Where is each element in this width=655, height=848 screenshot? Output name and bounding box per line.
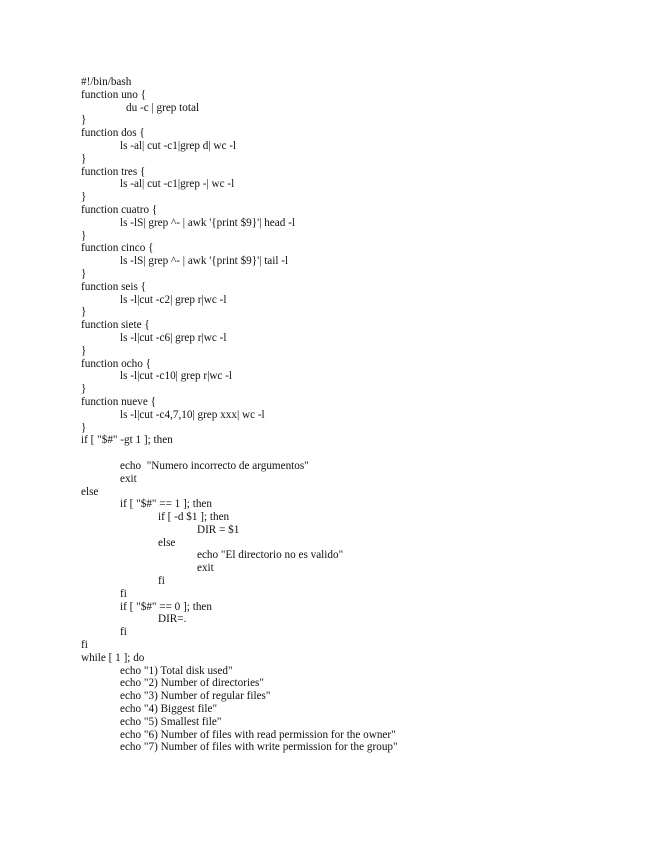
code-line: echo "5) Smallest file" — [120, 715, 222, 728]
code-line: ls -l|cut -c6| grep r|wc -l — [120, 331, 227, 344]
code-line: else — [158, 536, 176, 549]
code-line: ls -al| cut -c1|grep d| wc -l — [120, 139, 237, 152]
code-line: echo "7) Number of files with write permission for the group" — [120, 741, 398, 754]
code-line: echo "6) Number of files with read permission for the owner" — [120, 728, 396, 741]
code-line: du -c | grep total — [126, 101, 200, 114]
code-line: fi — [81, 639, 88, 652]
code-line: ls -l|cut -c4,7,10| grep xxx| wc -l — [120, 408, 265, 421]
code-line: function siete { — [81, 319, 150, 332]
code-line: echo "El directorio no es valido" — [197, 549, 344, 562]
code-line: echo "1) Total disk used" — [120, 664, 233, 677]
bash-script-listing — [81, 76, 398, 754]
code-line: function cuatro { — [81, 203, 158, 216]
code-line: function dos { — [81, 127, 145, 140]
code-line: } — [81, 267, 87, 280]
code-line: } — [81, 306, 87, 319]
code-line: function seis { — [81, 280, 147, 293]
code-line: fi — [120, 626, 127, 639]
code-line: function nueve { — [81, 395, 156, 408]
code-line: exit — [120, 472, 137, 485]
code-line: if [ -d $1 ]; then — [158, 511, 230, 524]
code-line: } — [81, 229, 87, 242]
code-line: } — [81, 191, 87, 204]
code-line: ls -lS| grep ^- | awk '{print $9}'| head -l — [120, 216, 295, 229]
code-line: } — [81, 383, 87, 396]
code-line: fi — [120, 587, 127, 600]
code-line: else — [81, 485, 99, 498]
code-line: function tres { — [81, 165, 146, 178]
code-line: fi — [158, 575, 165, 588]
code-line: } — [81, 114, 87, 127]
code-line: exit — [197, 562, 214, 575]
code-line: } — [81, 152, 87, 165]
code-line: if [ "$#" == 1 ]; then — [120, 498, 212, 511]
code-line: echo "2) Number of directories" — [120, 677, 264, 690]
code-line: ls -l|cut -c10| grep r|wc -l — [120, 370, 233, 383]
code-line: function uno { — [81, 88, 147, 101]
code-line: if [ "$#" == 0 ]; then — [120, 600, 212, 613]
code-line: ls -al| cut -c1|grep -| wc -l — [120, 178, 235, 191]
code-line: DIR=. — [158, 613, 187, 626]
code-line: function cinco { — [81, 242, 154, 255]
code-line: function ocho { — [81, 357, 151, 370]
code-line: if [ "$#" -gt 1 ]; then — [81, 434, 173, 447]
code-line: } — [81, 421, 87, 434]
code-line: echo "4) Biggest file" — [120, 703, 218, 716]
code-line: echo "3) Number of regular files" — [120, 690, 271, 703]
code-line — [81, 447, 398, 460]
code-line: #!/bin/bash — [81, 76, 132, 88]
code-line: DIR = $1 — [197, 523, 240, 536]
code-line: while [ 1 ]; do — [81, 651, 145, 664]
code-line: ls -lS| grep ^- | awk '{print $9}'| tail -l — [120, 255, 289, 268]
code-line: ls -l|cut -c2| grep r|wc -l — [120, 293, 227, 306]
code-line: echo "Numero incorrecto de argumentos" — [120, 459, 309, 472]
code-line: } — [81, 344, 87, 357]
